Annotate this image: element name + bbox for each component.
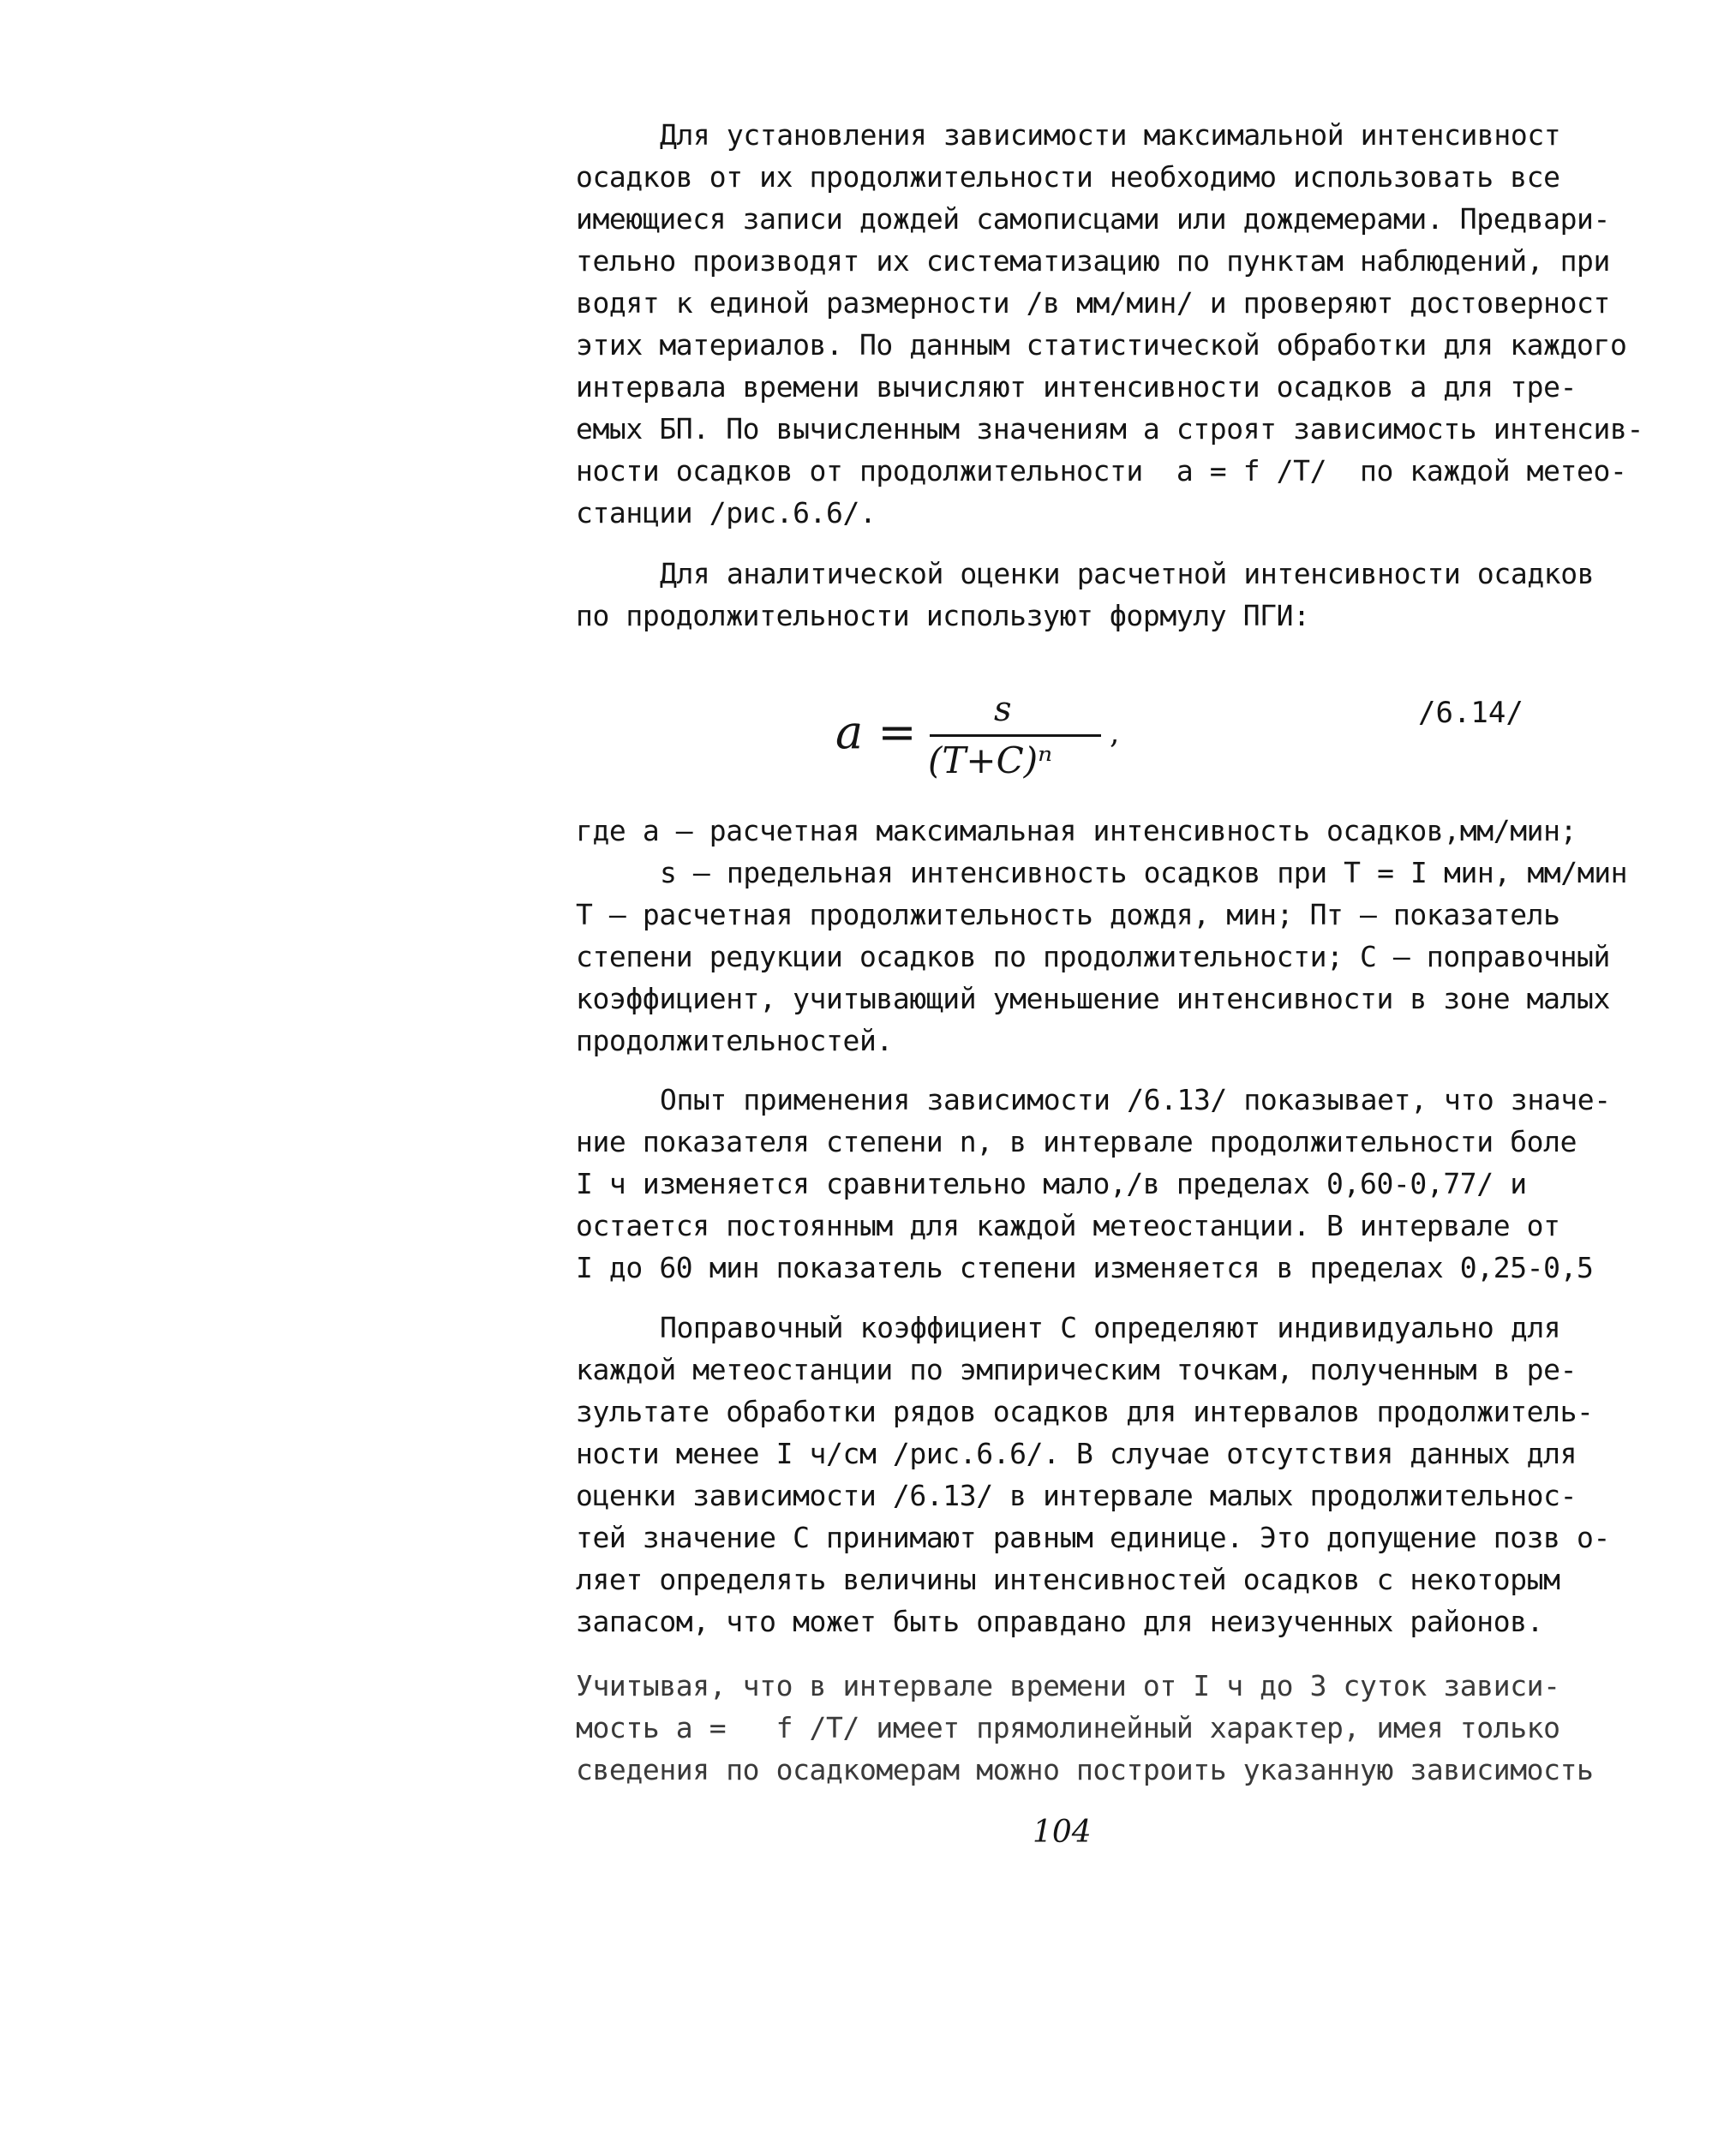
text-line: Т – расчетная продолжительность дождя, мин; Пт – показатель — [576, 898, 1560, 931]
text-line: тельно производят их систематизацию по пунктам наблюдений, при — [576, 244, 1610, 278]
text-line: Опыт применения зависимости /6.13/ показывает, что значе- — [660, 1083, 1611, 1116]
text-line: этих материалов. По данным статистической обработки для каждого — [576, 328, 1627, 362]
page-number: 104 — [1033, 1815, 1092, 1850]
text-line: I ч изменяется сравнительно мало,/в пределах 0,60-0,77/ и — [576, 1167, 1527, 1200]
text-line: ляет определять величины интенсивностей осадков с некоторым — [576, 1563, 1560, 1596]
text-line: зультате обработки рядов осадков для интервалов продолжитель- — [576, 1395, 1594, 1428]
text-line: сведения по осадкомерам можно построить указанную зависимость — [576, 1753, 1594, 1786]
text-line: ности менее I ч/см /рис.6.6/. В случае отсутствия данных для — [576, 1437, 1577, 1470]
text-line: Поправочный коэффициент С определяют индивидуально для — [660, 1311, 1561, 1344]
text-line: оценки зависимости /6.13/ в интервале малых продолжительнос- — [576, 1479, 1577, 1512]
text-line: коэффициент, учитывающий уменьшение интенсивности в зоне малых — [576, 982, 1610, 1015]
text-line: каждой метеостанции по эмпирическим точкам, полученным в ре- — [576, 1353, 1577, 1386]
text-line: степени редукции осадков по продолжительности; С – поправочный — [576, 940, 1610, 973]
formula-6-14 — [835, 690, 1144, 793]
text-line: запасом, что может быть оправдано для неизученных районов. — [576, 1605, 1544, 1638]
text-line: водят к единой размерности /в мм/мин/ и проверяют достоверност — [576, 286, 1610, 320]
text-line: по продолжительности используют формулу ПГИ: — [576, 599, 1310, 632]
equation-number: /6.14/ — [1418, 696, 1523, 730]
formula-numerator: s — [994, 690, 1012, 729]
text-line: s – предельная интенсивность осадков при Т = I мин, мм/мин — [660, 856, 1628, 889]
text-line: остается постоянным для каждой метеостанции. В интервале от — [576, 1209, 1560, 1242]
text-line: тей значение С принимают равным единице. Это допущение позв о- — [576, 1521, 1610, 1554]
text-line: осадков от их продолжительности необходимо использовать все — [576, 160, 1560, 194]
text-line: Для установления зависимости максимальной интенсивност — [660, 118, 1561, 152]
text-line: где а – расчетная максимальная интенсивность осадков,мм/мин; — [576, 814, 1577, 847]
formula-comma: , — [1110, 715, 1120, 751]
text-line: интервала времени вычисляют интенсивности осадков а для тре- — [576, 370, 1577, 404]
formula-denominator: (T+C)ⁿ — [928, 739, 1053, 781]
text-line: мость а = f /T/ имеет прямолинейный характер, имея только — [576, 1711, 1560, 1744]
fraction-bar — [930, 734, 1101, 737]
formula-lhs: a = — [835, 705, 917, 759]
text-line: ние показателя степени n, в интервале продолжительности боле — [576, 1125, 1577, 1158]
text-line: емых БП. По вычисленным значениям а строят зависимость интенсив- — [576, 412, 1643, 446]
text-line: продолжительностей. — [576, 1024, 893, 1057]
text-line: ности осадков от продолжительности a = f /T/ по каждой метео- — [576, 454, 1627, 488]
text-line: имеющиеся записи дождей самописцами или дождемерами. Предвари- — [576, 202, 1610, 236]
text-line: станции /рис.6.6/. — [576, 496, 877, 530]
text-line: I до 60 мин показатель степени изменяется в пределах 0,25-0,5 — [576, 1251, 1594, 1284]
text-line: Учитывая, что в интервале времени от I ч до 3 суток зависи- — [576, 1669, 1560, 1702]
text-line: Для аналитической оценки расчетной интенсивности осадков — [660, 557, 1595, 590]
